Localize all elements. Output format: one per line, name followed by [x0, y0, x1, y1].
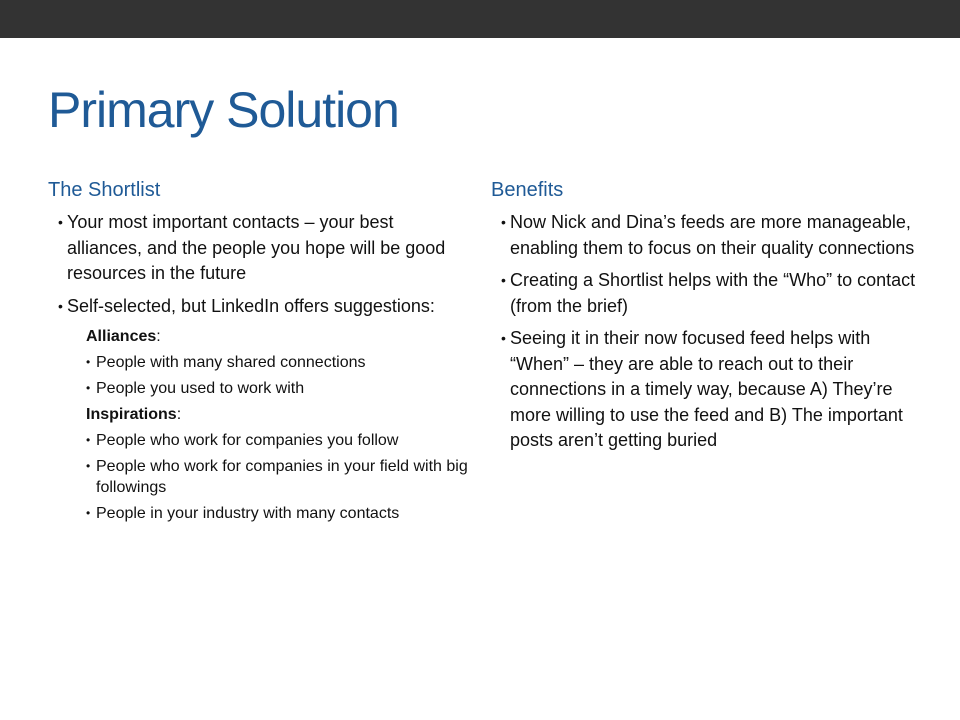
left-bullet-list: [48, 210, 468, 319]
bullet-text: Self-selected, but LinkedIn offers suggestions:: [67, 295, 435, 316]
right-bullet-list: [491, 210, 921, 454]
right-heading: Benefits: [491, 179, 564, 201]
bullet-text: People who work for companies you follow: [96, 432, 399, 449]
alliances-heading: [48, 326, 468, 348]
sub-heading-colon: :: [156, 328, 161, 345]
list-item: [48, 378, 468, 399]
slide-title: Primary Solution: [48, 82, 399, 138]
bullet-icon: •: [86, 433, 91, 447]
top-bar: [0, 0, 960, 38]
bullet-text: Your most important contacts – your best alliances, and the people you hope will be good resources in the future: [67, 212, 446, 283]
left-column: [48, 176, 468, 529]
inspirations-list: [48, 430, 468, 524]
bullet-text: Now Nick and Dina’s feeds are more manageable, enabling them to focus on their quality connections: [510, 212, 915, 258]
bullet-icon: •: [86, 381, 91, 395]
bullet-icon: •: [58, 214, 63, 230]
sub-heading-label: Alliances: [86, 328, 157, 345]
bullet-icon: •: [501, 330, 506, 346]
alliances-list: [48, 352, 468, 399]
list-item: [491, 326, 921, 454]
list-item: [48, 352, 468, 373]
bullet-icon: •: [86, 355, 91, 369]
list-item: [48, 430, 468, 451]
bullet-icon: •: [501, 272, 506, 288]
sub-heading-label: Inspirations: [86, 406, 177, 423]
right-column: [491, 176, 921, 461]
bullet-icon: •: [58, 297, 63, 314]
list-item: [491, 268, 921, 319]
bullet-text: Creating a Shortlist helps with the “Who” to contact (from the brief): [510, 270, 916, 316]
bullet-text: Seeing it in their now focused feed helps with “When” – they are able to reach out to their connections in a timely way, because A) They’re more willing to use the feed and B) The important posts aren’t getting buried: [510, 328, 903, 450]
bullet-icon: •: [501, 214, 506, 230]
bullet-icon: •: [86, 459, 91, 473]
list-item: [48, 294, 468, 320]
inspirations-heading: [48, 404, 468, 426]
list-item: [48, 456, 468, 498]
list-item: [491, 210, 921, 261]
sub-heading-colon: :: [176, 406, 182, 423]
bullet-text: People in your industry with many contacts: [96, 505, 400, 522]
bullet-text: People who work for companies in your field with big followings: [96, 458, 468, 496]
list-item: [48, 210, 468, 287]
bullet-icon: •: [86, 506, 91, 520]
list-item: [48, 503, 468, 524]
bullet-text: People you used to work with: [96, 380, 305, 397]
bullet-text: People with many shared connections: [96, 354, 366, 371]
left-heading: The Shortlist: [48, 179, 161, 201]
